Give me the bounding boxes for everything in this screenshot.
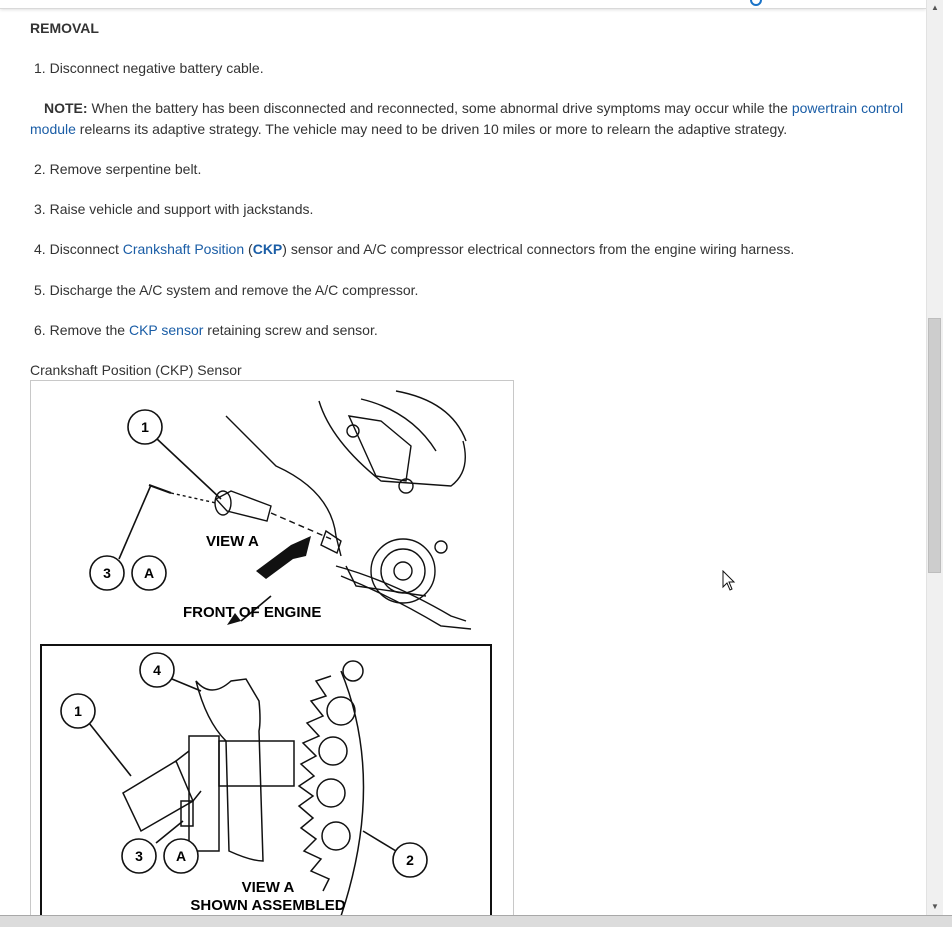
bottom-callouts <box>61 653 427 877</box>
shown-assembled-label: SHOWN ASSEMBLED <box>190 897 346 914</box>
ckp-abbr-link[interactable]: CKP <box>252 241 283 257</box>
engine-front-drawing <box>149 391 471 629</box>
top-callouts <box>90 410 166 590</box>
sensor-body <box>189 736 219 851</box>
section-heading: REMOVAL <box>30 20 99 36</box>
scrollbar-thumb[interactable] <box>928 318 941 573</box>
crankshaft-position-link[interactable]: Crankshaft Position <box>122 241 245 257</box>
view-a-bottom-label: VIEW A <box>241 879 295 896</box>
ckp-sensor-link[interactable]: CKP sensor <box>128 322 204 338</box>
callout-lines <box>119 438 271 621</box>
step-3 <box>34 199 313 220</box>
step-text-mid2: ) <box>282 241 287 257</box>
callout-a-bottom-label: A <box>175 848 187 864</box>
scroll-up-arrow-icon[interactable]: ▲ <box>931 3 939 12</box>
step-text-post: sensor and A/C compressor electrical connectors from the engine wiring harness. <box>286 241 795 257</box>
window-bottom-frame <box>0 915 952 927</box>
engine-block-outline <box>319 401 465 486</box>
note-text-post: relearns its adaptive strategy. The vehicle may need to be driven 10 miles or more to relearn the adaptive strategy. <box>75 121 788 137</box>
step-number: 2. <box>34 161 46 177</box>
front-of-engine-label: FRONT OF ENGINE <box>183 604 322 621</box>
bottom-callout-lines <box>89 679 396 851</box>
step-2 <box>34 159 201 180</box>
mount-bracket <box>349 416 411 481</box>
front-arrow <box>256 536 311 579</box>
inset-box <box>41 645 491 915</box>
step-text-post: retaining screw and sensor. <box>203 322 378 338</box>
article-content <box>30 0 915 915</box>
step-number: 5. <box>34 282 46 298</box>
note-text-pre: When the battery has been disconnected and reconnected, some abnormal drive symptoms may occur while the <box>87 100 792 116</box>
ckp-sensor-diagram[interactable] <box>30 380 514 915</box>
step-number: 6. <box>34 322 46 338</box>
step-text: Remove serpentine belt. <box>49 161 202 177</box>
figure-caption: Crankshaft Position (CKP) Sensor <box>30 362 242 378</box>
step-text: Raise vehicle and support with jackstands. <box>49 201 314 217</box>
callout-2-label: 2 <box>406 852 414 868</box>
window-edge <box>943 0 952 915</box>
step-6 <box>34 320 378 341</box>
view-a-label: VIEW A <box>206 533 259 550</box>
powertrain-control-module-link[interactable]: powertrain control module <box>30 100 904 137</box>
reluctor-teeth <box>299 676 331 891</box>
note-paragraph <box>30 98 915 140</box>
sensor-tip <box>219 741 294 786</box>
callout-3-top-label: 3 <box>103 565 111 581</box>
step-5 <box>34 280 418 301</box>
callout-1-bottom-label: 1 <box>74 703 82 719</box>
callout-3-bottom-label: 3 <box>135 848 143 864</box>
scroll-down-arrow-icon[interactable]: ▼ <box>931 902 939 911</box>
step-1 <box>34 58 264 79</box>
mouse-pointer-icon <box>722 570 736 592</box>
step-text-pre: Remove the <box>49 322 129 338</box>
callout-1-top-label: 1 <box>141 419 149 435</box>
step-text-mid: ( <box>244 241 253 257</box>
step-text: Discharge the A/C system and remove the A/C compressor. <box>49 282 419 298</box>
assembled-view-drawing <box>123 661 364 915</box>
note-label: NOTE: <box>44 100 88 116</box>
step-4 <box>34 239 794 260</box>
step-text-pre: Disconnect <box>49 241 123 257</box>
bolt <box>435 541 447 553</box>
step-number: 3. <box>34 201 46 217</box>
step-number: 4. <box>34 241 46 257</box>
step-text: Disconnect negative battery cable. <box>49 60 264 76</box>
step-number: 1. <box>34 60 46 76</box>
sensor-bracket <box>196 679 263 861</box>
callout-a-top-label: A <box>143 565 155 581</box>
callout-4-label: 4 <box>153 662 161 678</box>
ckp-sensor-top <box>216 491 271 521</box>
